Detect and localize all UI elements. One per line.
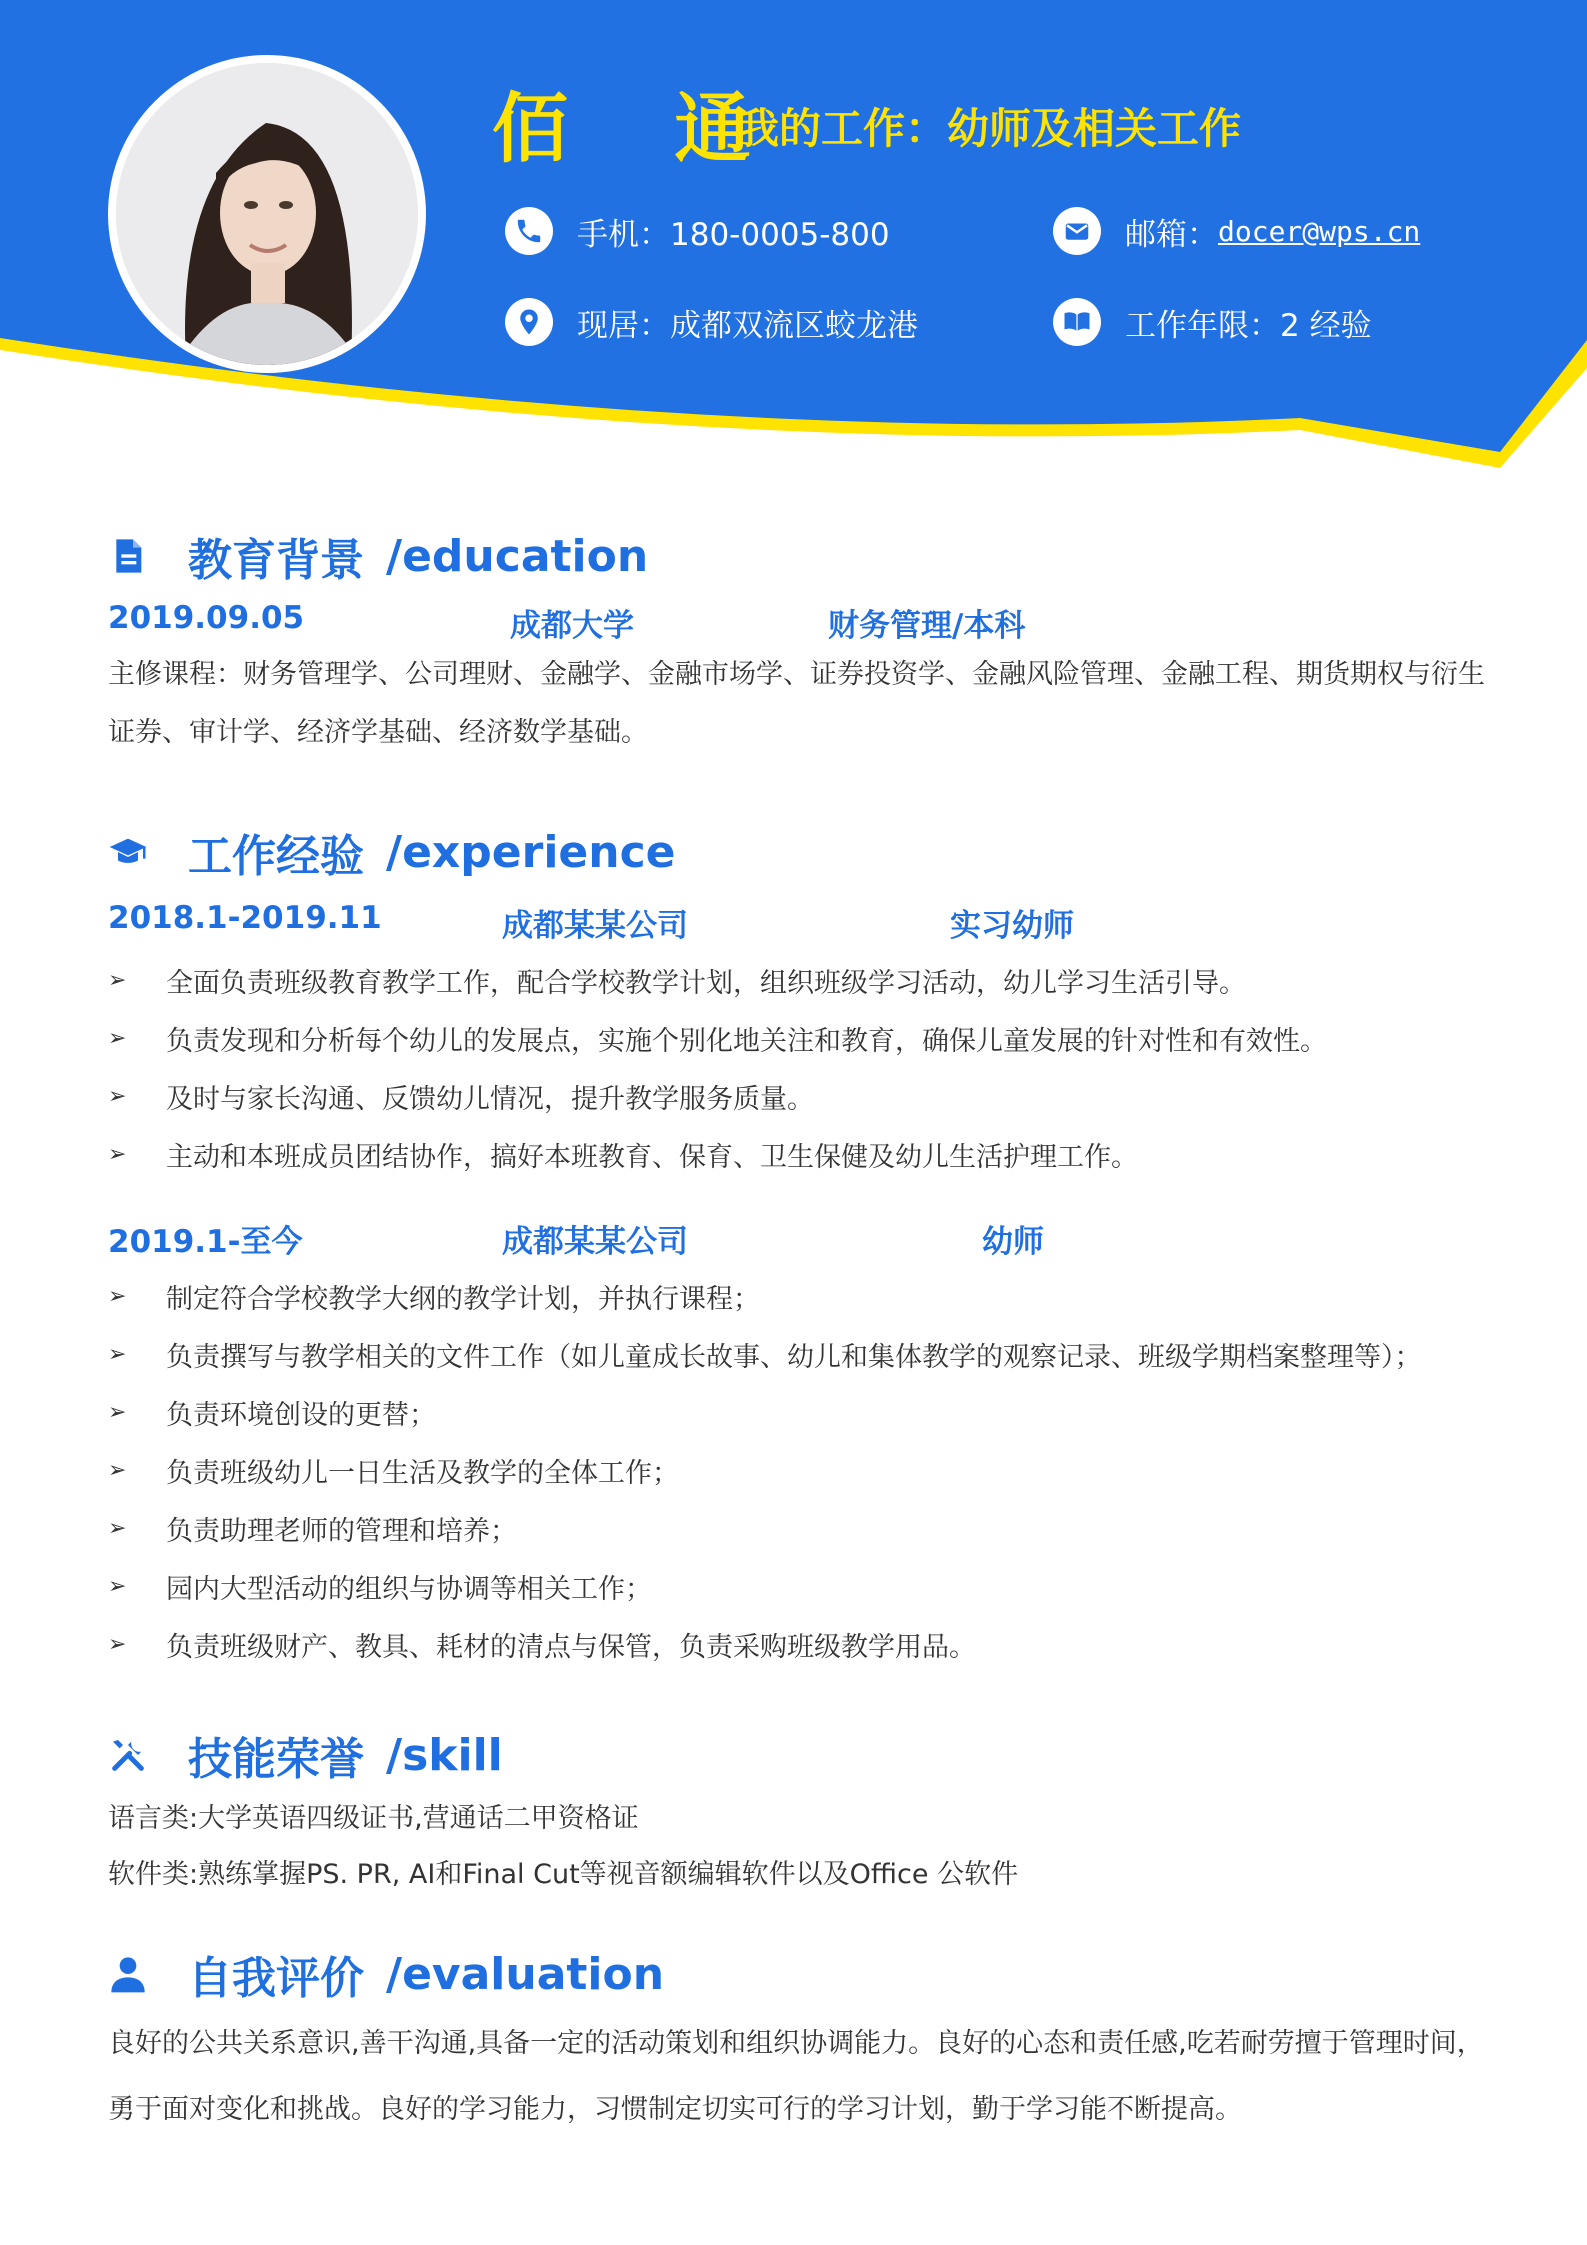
section-evaluation-title — [108, 1942, 664, 2006]
list-item — [108, 1267, 1422, 1325]
arrow-bullet-icon: ➢ — [108, 1399, 127, 1425]
arrow-bullet-icon: ➢ — [108, 1631, 127, 1657]
user-icon — [108, 1954, 148, 1994]
phone-icon — [505, 207, 553, 255]
contact-phone — [505, 207, 890, 255]
location-icon — [505, 298, 553, 346]
location-text: 现居：成都双流区蛟龙港 — [577, 307, 918, 344]
list-item — [108, 1009, 1327, 1067]
job-company: 成都某某公司 — [502, 1224, 688, 1260]
arrow-bullet-icon: ➢ — [108, 967, 127, 993]
duty-text: 主动和本班成员团结协作，搞好本班教育、保育、卫生保健及幼儿生活护理工作。 — [166, 1141, 1138, 1173]
duty-text: 负责发现和分析每个幼儿的发展点，实施个别化地关注和教育，确保儿童发展的针对性和有效性。 — [166, 1025, 1327, 1057]
job-duties-list — [108, 951, 1327, 1183]
book-icon — [1053, 298, 1101, 346]
email-icon — [1053, 207, 1101, 255]
list-item — [108, 1325, 1422, 1383]
duty-text: 负责环境创设的更替； — [166, 1399, 436, 1431]
graduation-cap-icon — [108, 832, 148, 872]
duty-text: 负责班级财产、教具、耗材的清点与保管，负责采购班级教学用品。 — [166, 1631, 976, 1663]
document-icon — [108, 536, 148, 576]
section-title-cn: 自我评价 — [188, 1953, 364, 2004]
section-education-title — [108, 524, 648, 588]
arrow-bullet-icon: ➢ — [108, 1141, 127, 1167]
arrow-bullet-icon: ➢ — [108, 1083, 127, 1109]
section-title-en: /education — [386, 530, 649, 582]
arrow-bullet-icon: ➢ — [108, 1515, 127, 1541]
candidate-name: 佰 通 — [492, 84, 791, 173]
arrow-bullet-icon: ➢ — [108, 1283, 127, 1309]
duty-text: 负责撰写与教学相关的文件工作（如儿童成长故事、幼儿和集体教学的观察记录、班级学期档案整理等）； — [166, 1341, 1422, 1373]
education-school: 成都大学 — [510, 608, 634, 644]
evaluation-text: 良好的公共关系意识,善干沟通,具备一定的活动策划和组织协调能力。良好的心态和责任感,吃若耐劳擅于管理时间，勇于面对变化和挑战。良好的学习能力，习惯制定切实可行的学习计划，勤于学习能不断提高。 — [108, 2028, 1484, 2125]
section-title-en: /skill — [386, 1729, 503, 1781]
duty-text: 负责助理老师的管理和培养； — [166, 1515, 517, 1547]
section-experience-title — [108, 820, 676, 884]
duty-text: 全面负责班级教育教学工作，配合学校教学计划，组织班级学习活动，幼儿学习生活引导。 — [166, 967, 1246, 999]
email-label: 邮箱： — [1125, 216, 1218, 253]
duty-text: 制定符合学校教学大纲的教学计划，并执行课程； — [166, 1283, 760, 1315]
duty-text: 园内大型活动的组织与协调等相关工作； — [166, 1573, 652, 1605]
job-date: 2019.1-至今 — [108, 1224, 303, 1260]
section-title-cn: 教育背景 — [188, 535, 364, 586]
list-item — [108, 1125, 1327, 1183]
arrow-bullet-icon: ➢ — [108, 1341, 127, 1367]
list-item — [108, 1383, 1422, 1441]
list-item — [108, 1499, 1422, 1557]
duty-text: 负责班级幼儿一日生活及教学的全体工作； — [166, 1457, 679, 1489]
contact-experience — [1053, 298, 1372, 346]
arrow-bullet-icon: ➢ — [108, 1025, 127, 1051]
job-objective: 我的工作：幼师及相关工作 — [737, 104, 1242, 153]
experience-years-text: 工作年限：2 经验 — [1125, 307, 1372, 344]
list-item — [108, 1067, 1327, 1125]
job-company: 成都某某公司 — [502, 908, 688, 944]
section-title-cn: 技能荣誉 — [188, 1734, 364, 1785]
section-skill-title — [108, 1723, 503, 1787]
job-date: 2018.1-2019.11 — [108, 900, 382, 936]
list-item — [108, 1615, 1422, 1673]
avatar-frame — [108, 55, 426, 373]
skill-software: 软件类:熟练掌握PS. PR, AI和Final Cut等视音额编辑软件以及Office 公软件 — [108, 1859, 1019, 1890]
job-role: 实习幼师 — [950, 908, 1074, 944]
list-item — [108, 951, 1327, 1009]
avatar — [116, 63, 418, 365]
job-role: 幼师 — [982, 1224, 1044, 1260]
contact-email — [1053, 207, 1420, 255]
contact-location — [505, 298, 918, 346]
duty-text: 及时与家长沟通、反馈幼儿情况，提升教学服务质量。 — [166, 1083, 814, 1115]
education-courses: 主修课程：财务管理学、公司理财、金融学、金融市场学、证券投资学、金融风险管理、金融工程、期货期权与衍生证券、审计学、经济学基础、经济数学基础。 — [108, 659, 1485, 748]
list-item — [108, 1441, 1422, 1499]
skill-language: 语言类:大学英语四级证书,营通话二甲资格证 — [108, 1803, 639, 1834]
arrow-bullet-icon: ➢ — [108, 1457, 127, 1483]
section-title-cn: 工作经验 — [188, 831, 364, 882]
phone-text: 手机：180-0005-800 — [577, 216, 890, 253]
section-title-en: /experience — [386, 826, 676, 878]
arrow-bullet-icon: ➢ — [108, 1573, 127, 1599]
education-major: 财务管理/本科 — [828, 608, 1026, 644]
list-item — [108, 1557, 1422, 1615]
education-date: 2019.09.05 — [108, 600, 305, 636]
section-title-en: /evaluation — [386, 1948, 665, 2000]
tools-icon — [108, 1735, 148, 1775]
job-duties-list — [108, 1267, 1422, 1673]
email-link[interactable]: docer@wps.cn — [1218, 214, 1421, 248]
